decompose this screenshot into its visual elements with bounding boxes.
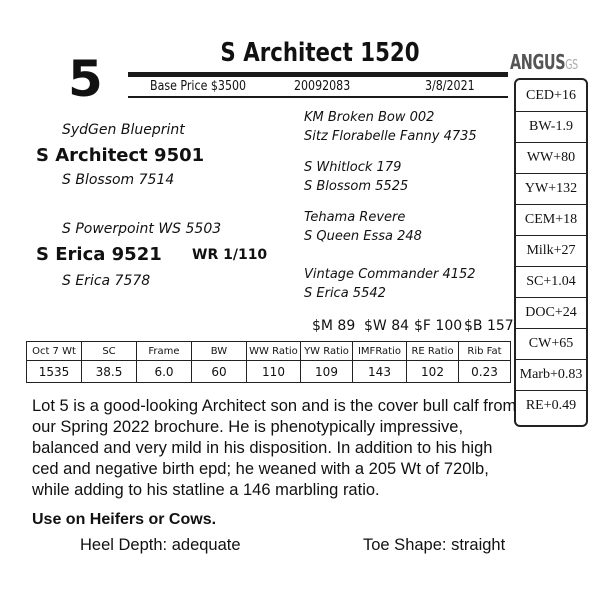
header-oct-wt: Oct 7 Wt (27, 342, 82, 361)
header-rule-bottom (128, 96, 508, 98)
birth-date: 3/8/2021 (425, 79, 475, 94)
lot-description: Lot 5 is a good-looking Architect son and is the cover bull calf from our Spring 2022 brochure. He is phenotypically impressive, balanced and very mild in his disposition. In addition to his high ced and negative birth epd; he weaned with a 205 Wt of 720lb, while adding to his statline a 146 marbling ratio. (32, 397, 517, 499)
header-yw-ratio: YW Ratio (301, 342, 353, 361)
header-frame: Frame (137, 342, 192, 361)
epd-sc: SC+1.04 (516, 266, 586, 298)
value-re-ratio: 102 (407, 361, 459, 383)
value-bw: 60 (192, 361, 247, 383)
epd-ced: CED+16 (516, 80, 586, 112)
epd-cw: CW+65 (516, 328, 586, 360)
toe-shape: Toe Shape: straight (363, 536, 506, 554)
value-yw-ratio: 109 (301, 361, 353, 383)
sire: S Architect 9501 (36, 145, 205, 166)
header-rule-top (128, 72, 508, 77)
ggp-5: Tehama Revere (304, 210, 406, 225)
base-price: Base Price $3500 (150, 79, 247, 94)
ggp-8: S Erica 5542 (304, 286, 386, 301)
dam: S Erica 9521 (36, 244, 162, 265)
epd-yw: YW+132 (516, 173, 586, 205)
performance-header-row (27, 342, 511, 361)
dollar-f: $F 100 (414, 318, 463, 334)
heel-depth: Heel Depth: adequate (80, 536, 241, 554)
value-rib-fat: 0.23 (459, 361, 511, 383)
ggp-7: Vintage Commander 4152 (304, 267, 476, 282)
epd-ww: WW+80 (516, 142, 586, 174)
ggp-4: S Blossom 5525 (304, 179, 409, 194)
lot-number: 5 (68, 50, 102, 108)
dollar-b: $B 157 (464, 318, 514, 334)
epd-milk: Milk+27 (516, 235, 586, 267)
dam-dam: S Erica 7578 (62, 273, 151, 289)
animal-name: S Architect 1520 (220, 38, 420, 68)
value-frame: 6.0 (137, 361, 192, 383)
value-imf-ratio: 143 (353, 361, 407, 383)
epd-doc: DOC+24 (516, 297, 586, 329)
dollar-w: $W 84 (364, 318, 410, 334)
use-note: Use on Heifers or Cows. (32, 511, 217, 528)
gs-logo-text: GS (565, 58, 578, 73)
dam-ratio: WR 1/110 (192, 247, 268, 263)
ggp-1: KM Broken Bow 002 (304, 110, 435, 125)
header-bw: BW (192, 342, 247, 361)
header-re-ratio: RE Ratio (407, 342, 459, 361)
sire-sire: SydGen Blueprint (62, 122, 185, 138)
epd-cem: CEM+18 (516, 204, 586, 236)
ggp-2: Sitz Florabelle Fanny 4735 (304, 129, 477, 144)
angus-gs-logo (510, 50, 578, 74)
epd-marb: Marb+0.83 (516, 359, 586, 391)
performance-value-row (27, 361, 511, 383)
ggp-6: S Queen Essa 248 (304, 229, 422, 244)
dollar-m: $M 89 (312, 318, 356, 334)
sire-dam: S Blossom 7514 (62, 172, 175, 188)
header-imf-ratio: IMFRatio (353, 342, 407, 361)
value-ww-ratio: 110 (247, 361, 301, 383)
epd-re: RE+0.49 (525, 398, 577, 413)
header-ww-ratio: WW Ratio (247, 342, 301, 361)
performance-table (26, 341, 511, 383)
epd-column (514, 78, 588, 427)
header-rib-fat: Rib Fat (459, 342, 511, 361)
ggp-3: S Whitlock 179 (304, 160, 402, 175)
header-sc: SC (82, 342, 137, 361)
value-oct-wt: 1535 (27, 361, 82, 383)
epd-bw: BW-1.9 (516, 111, 586, 143)
registration-number: 20092083 (294, 79, 351, 94)
dam-sire: S Powerpoint WS 5503 (62, 221, 222, 237)
value-sc: 38.5 (82, 361, 137, 383)
angus-logo-text: ANGUS (510, 50, 566, 74)
